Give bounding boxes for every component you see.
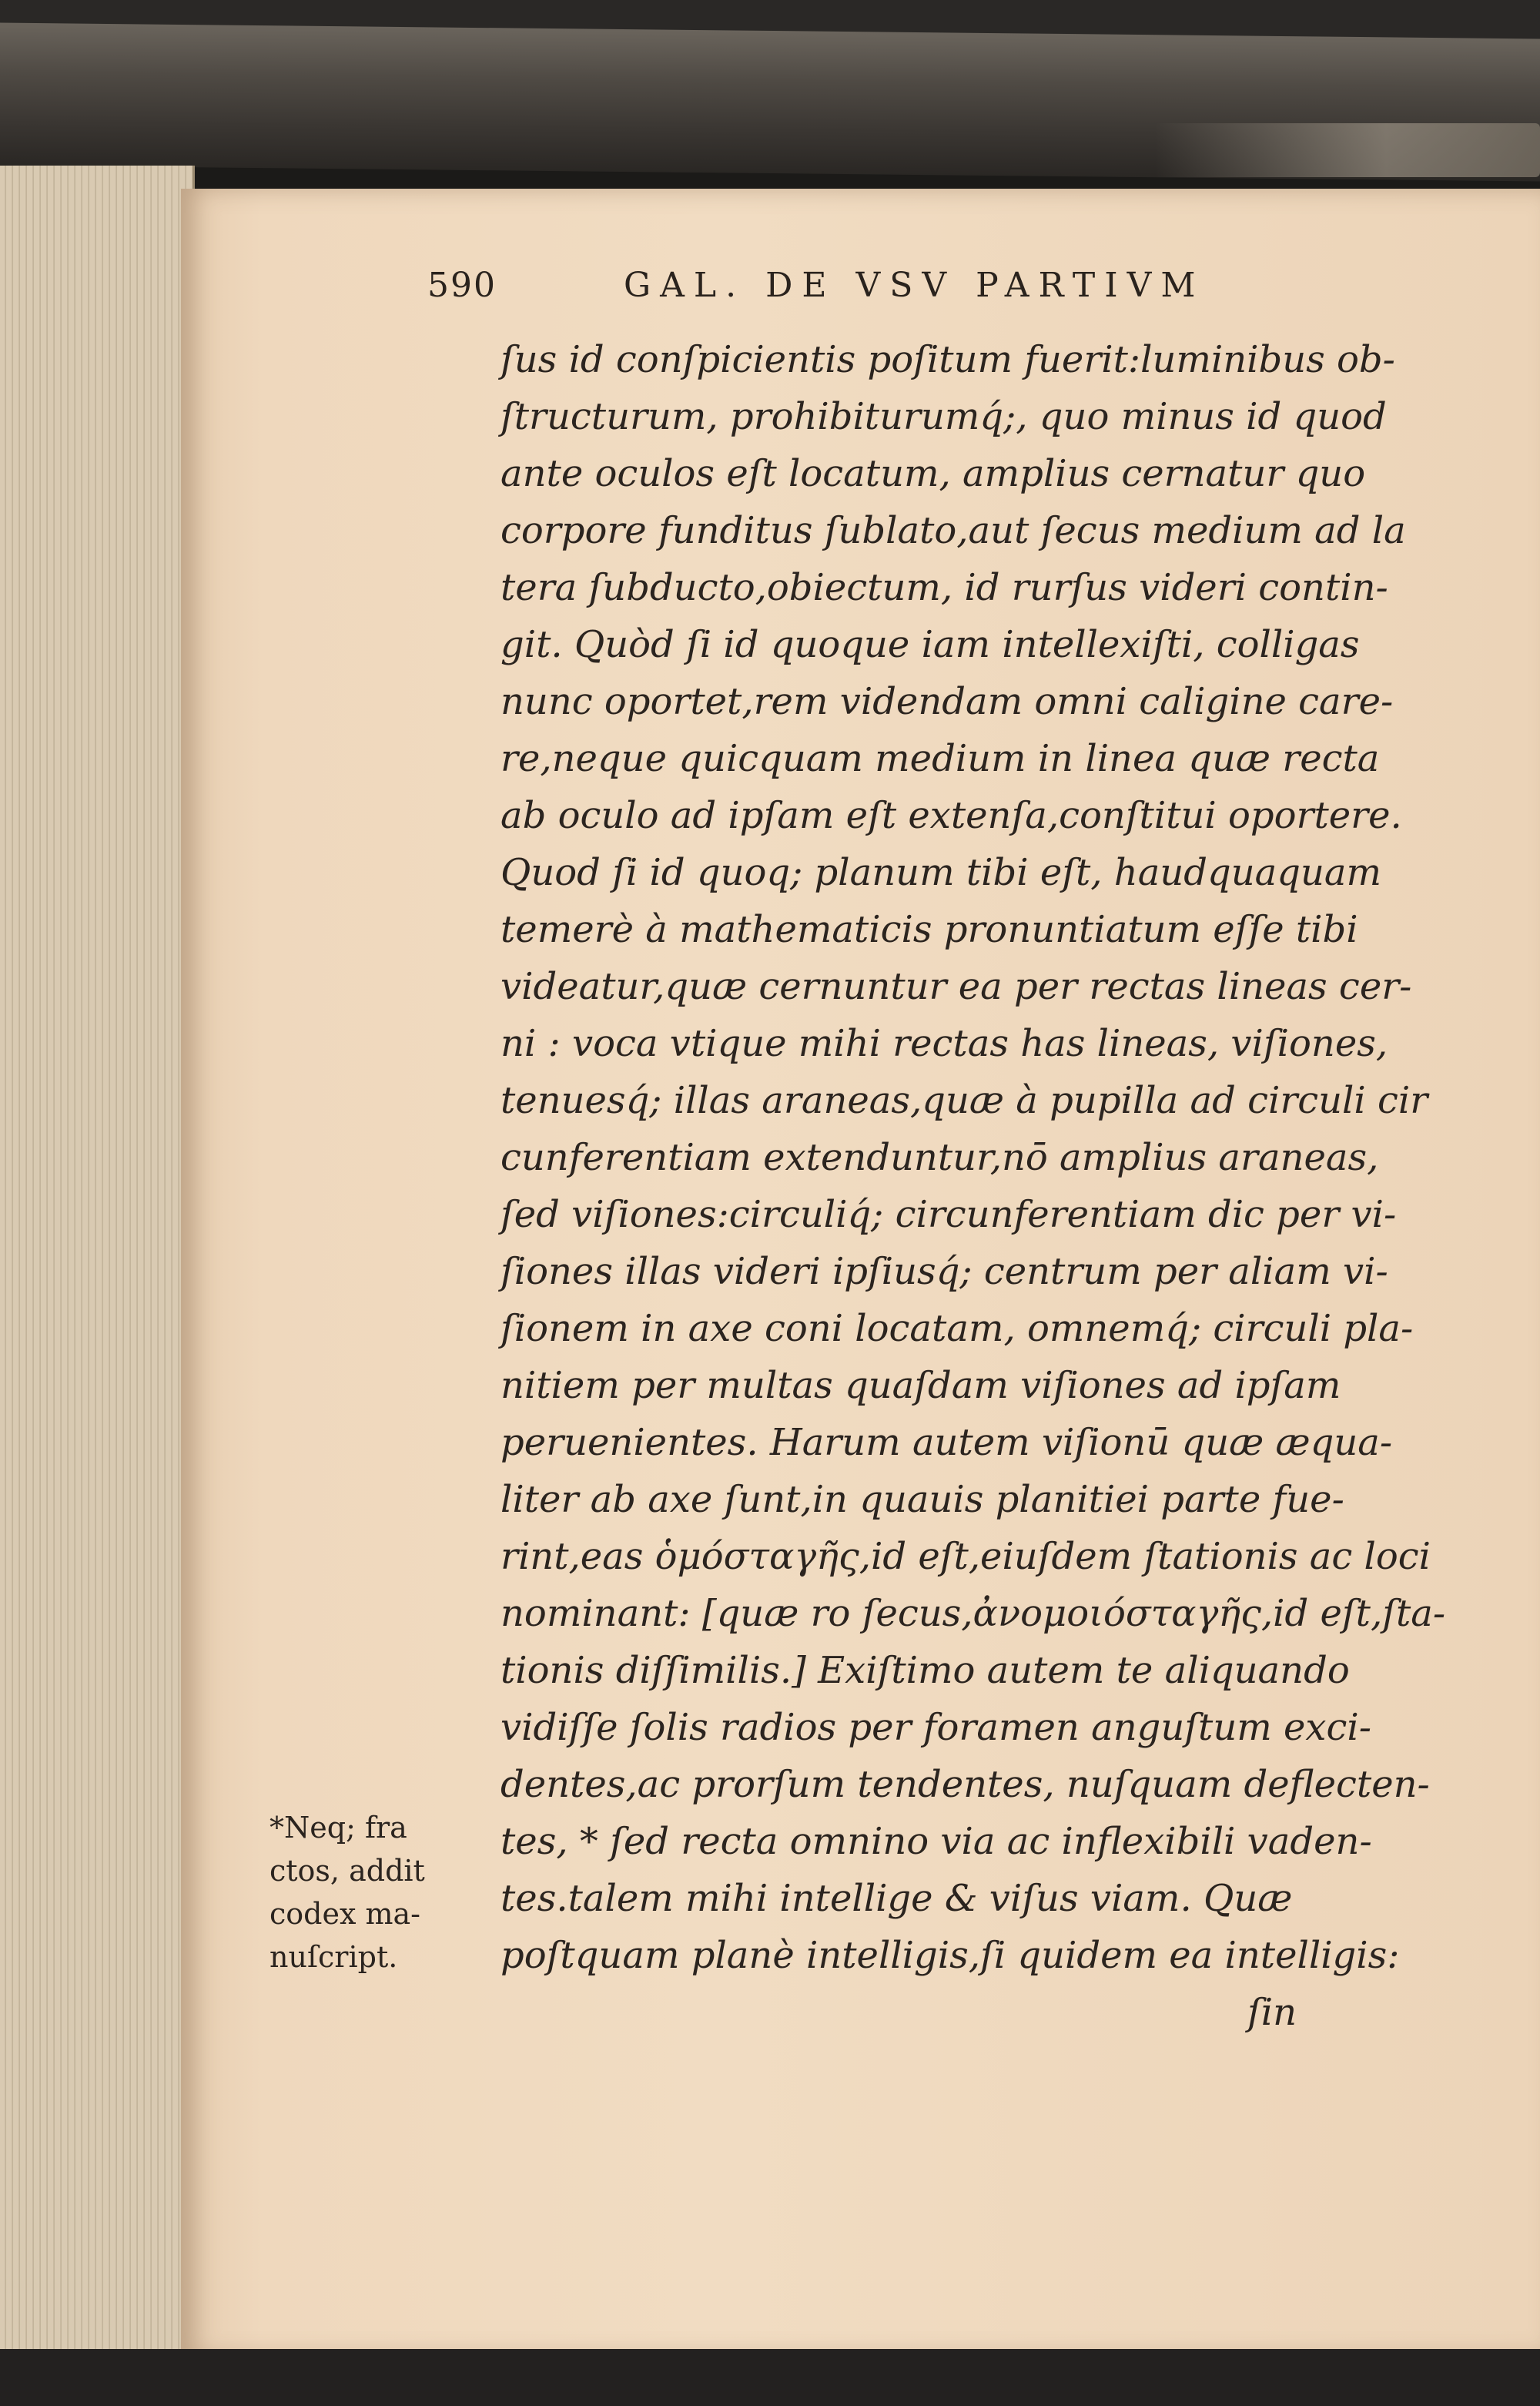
text-line: rint,eas ὁμόσταγῆς,id eſt,eiuſdem ſtationis ac loci: [500, 1535, 1431, 1578]
text-line: dentes,ac prorſum tendentes, nuſquam deflecten-: [500, 1763, 1430, 1806]
page-edges: [0, 166, 195, 2368]
text-line: vidiſſe ſolis radios per foramen anguſtum exci-: [500, 1706, 1371, 1749]
text-line: re,neque quicquam medium in linea quæ recta: [500, 737, 1380, 780]
margin-note: [270, 1806, 493, 1979]
text-line: ſiones illas videri ipſiusq́; centrum per aliam vi-: [500, 1250, 1388, 1293]
text-line: nunc oportet,rem videndam omni caligine care-: [500, 680, 1394, 723]
page-header: [427, 266, 1351, 320]
text-line: tes.talem mihi intellige & viſus viam. Quæ: [500, 1877, 1293, 1920]
margin-note-line: nuſcript.: [270, 1940, 398, 1974]
text-line: ſus id conſpicientis poſitum fuerit:luminibus ob-: [500, 338, 1395, 381]
text-line: ſionem in axe coni locatam, omnemq́; circuli pla-: [500, 1307, 1414, 1350]
margin-note-line: codex ma-: [270, 1897, 421, 1931]
text-line: cunferentiam extenduntur,nō amplius araneas,: [500, 1136, 1379, 1179]
main-text: [500, 331, 1455, 2041]
text-line: nominant: [quæ ro ſecus,ἀνομοιόσταγῆς,id eſt,ſta-: [500, 1592, 1446, 1635]
text-line: nitiem per multas quaſdam viſiones ad ipſam: [500, 1364, 1341, 1407]
text-line: ante oculos eſt locatum, amplius cernatur quo: [500, 452, 1366, 495]
margin-note-line: ctos, addit: [270, 1854, 425, 1888]
text-line: git. Quòd ſi id quoque iam intellexiſti, colligas: [500, 623, 1360, 666]
text-line: ſtructurum, prohibiturumq́;, quo minus id quod: [500, 395, 1387, 438]
text-line: tionis diſſimilis.] Exiſtimo autem te aliquando: [500, 1649, 1350, 1692]
text-line: temerè à mathematicis pronuntiatum eſſe tibi: [500, 908, 1358, 951]
text-line: tenuesq́; illas araneas,quæ à pupilla ad circuli cir: [500, 1079, 1428, 1122]
margin-note-line: *Neq; fra: [270, 1811, 407, 1845]
text-line: liter ab axe ſunt,in quauis planitiei parte fue-: [500, 1478, 1344, 1521]
bottom-background: [0, 2349, 1540, 2406]
running-head: GAL. DE VSV PARTIVM: [624, 266, 1205, 305]
text-line: tera ſubducto,obiectum, id rurſus videri contin-: [500, 566, 1388, 609]
text-line: ni : voca vtique mihi rectas has lineas, viſiones,: [500, 1022, 1388, 1065]
text-line: tes, * ſed recta omnino via ac inflexibili vaden-: [500, 1820, 1372, 1863]
text-line: videatur,quæ cernuntur ea per rectas lineas cer-: [500, 965, 1412, 1008]
text-line: corpore funditus ſublato,aut ſecus medium ad la: [500, 509, 1406, 552]
text-line: Quod ſi id quoq; planum tibi eſt, haudquaquam: [500, 851, 1382, 894]
text-line: poſtquam planè intelligis,ſi quidem ea intelligis:: [500, 1934, 1400, 1977]
page-number: 590: [427, 266, 497, 305]
text-line: ſed viſiones:circuliq́; circunferentiam dic per vi-: [500, 1193, 1397, 1236]
catchword: ſin: [1247, 1991, 1297, 2034]
binding-highlight: [1155, 123, 1540, 177]
text-line: peruenientes. Harum autem viſionū quæ æqua-: [500, 1421, 1393, 1464]
text-line: ab oculo ad ipſam eſt extenſa,conſtitui oportere.: [500, 794, 1402, 837]
